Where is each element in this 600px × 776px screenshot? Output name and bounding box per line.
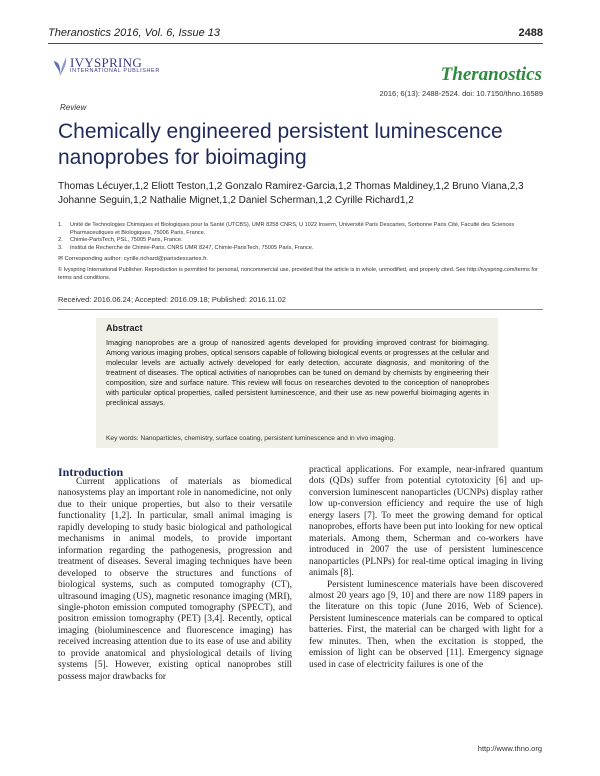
copyright-notice: © Ivyspring International Publisher. Reproduction is permitted for personal, noncommercial use, provided that the article is in whole, unmodified, and properly cited. See http://ivyspring.com/terms for terms and conditions.: [58, 267, 538, 281]
publisher-brand: IVYSPRING: [70, 55, 143, 70]
publication-dates: Received: 2016.06.24; Accepted: 2016.09.18; Published: 2016.11.02: [58, 295, 286, 304]
paragraph: Persistent luminescence materials have been discovered almost 20 years ago [9, 10] and there are now 1189 papers in the literature on this topic (June 2016, Web of Science). Persistent luminescence materials can be compared to optical batteries. First, the material can be charged with light for a few minutes. Then, when the excitation is stopped, the emission of light can be observed [11]. Emergency signage used in case of electricity failures is one of the: [309, 579, 543, 670]
abstract-box: [96, 318, 498, 448]
page-number: 2488: [518, 27, 543, 39]
article-title: Chemically engineered persistent luminescence nanoprobes for bioimaging: [58, 120, 503, 169]
affiliations: [58, 222, 553, 252]
journal-issue: Theranostics 2016, Vol. 6, Issue 13: [48, 27, 221, 39]
citation: 2016; 6(13): 2488-2524. doi: 10.7150/thno.16589: [379, 89, 543, 98]
publisher-subtitle: INTERNATIONAL PUBLISHER: [70, 68, 160, 74]
section-heading: Introduction: [58, 465, 124, 479]
abstract-text: Imaging nanoprobes are a group of nanosized agents developed for providing improved contrast for bioimaging. Among various imaging probes, optical sensors capable of following biological events or progresses at the cellular and molecular levels are actually actively developed for early detection, accurate diagnosis, and monitoring of the treatment of diseases. The optical activities of nanoprobes can be tuned on demand by chemists by engineering their composition, size and surface nature. This review will focus on researches devoted to the conception of nanoprobes with particular optical properties, called persistent luminescence, and their use as new powerful bioimaging agents in preclinical assays.: [106, 338, 489, 407]
body-column-right: [309, 465, 543, 671]
author-list: Thomas Lécuyer,1,2 Eliott Teston,1,2 Gonzalo Ramirez-Garcia,1,2 Thomas Maldiney,1,2 Bruno Viana,2,3 Johanne Seguin,1,2 Nathalie Mignet,1,2 Daniel Scherman,1,2 Cyrille Richard1,2: [58, 181, 524, 206]
header-rule: [48, 43, 543, 44]
corresponding-author: ✉ Corresponding author: cyrille.richard@parisdescartes.fr.: [58, 256, 208, 262]
divider: [58, 309, 543, 310]
abstract-heading: Abstract: [106, 323, 143, 333]
body-column-left: [58, 477, 292, 683]
envelope-icon: ✉: [58, 256, 65, 262]
article-type: Review: [60, 103, 87, 112]
affiliation-item: 3. Institut de Recherche de Chimie-Paris, CNRS UMR 8247, Chimie-ParisTech, 75005 Paris, France.: [58, 244, 314, 251]
paragraph: Current applications of materials as biomedical nanosystems play an important role in nanomedicine, not only due to their unique properties, but also to their versatile functionality [1,2]. In particular, small animal imaging is rapidly developing to study basic biological and pathological mechanisms in animal models, to provide important information regarding the pathogenesis, progression and treatment of diseases. Several imaging techniques have been developed to observe the structures and functions of biological systems, such as computed tomography (CT), ultrasound imaging (US), magnetic resonance imaging (MRI), single-photon emission computed tomography (SPECT), and positron emission tomography (PET) [3,4]. Recently, optical imaging (bioluminescence and fluorescence imaging) has received increasing attention due to its ease of use and ability to provide anatomical and physiological details of living systems [5]. However, existing optical nanoprobes still possess major drawbacks for: [58, 477, 292, 682]
footer-url: http://www.thno.org: [477, 744, 542, 753]
affiliation-item: 2. Chimie-ParisTech, PSL, 75005 Paris, France.: [58, 237, 183, 244]
keywords: Key words: Nanoparticles, chemistry, surface coating, persistent luminescence and in vivo imaging.: [106, 435, 396, 442]
ivyspring-leaf-icon: [52, 55, 68, 77]
journal-logo: Theranostics: [440, 64, 542, 85]
paragraph: practical applications. For example, near-infrared quantum dots (QDs) suffer from potential cytotoxicity [6] and up-conversion luminescent nanoparticles (UCNPs) display rather low up-conversion efficiency and require the use of high energy lasers [7]. To meet the growing demand for optical nanoprobes, efforts have been put into looking for new optical materials. Among them, Scherman and co-workers have introduced in 2007 the use of persistent luminescence nanoparticles (PLNPs) for real-time optical imaging in living animals [8].: [309, 465, 543, 579]
affiliation-item: 1. Unité de Technologies Chimiques et Biologiques pour la Santé (UTCBS), UMR 8258 CNRS, U 1022 Inserm, Université Paris Descartes, Sorbonne Paris Cité, Faculté des Sciences Pharmaceutiques et Biologiques, 75006 Paris, France.: [58, 222, 515, 236]
